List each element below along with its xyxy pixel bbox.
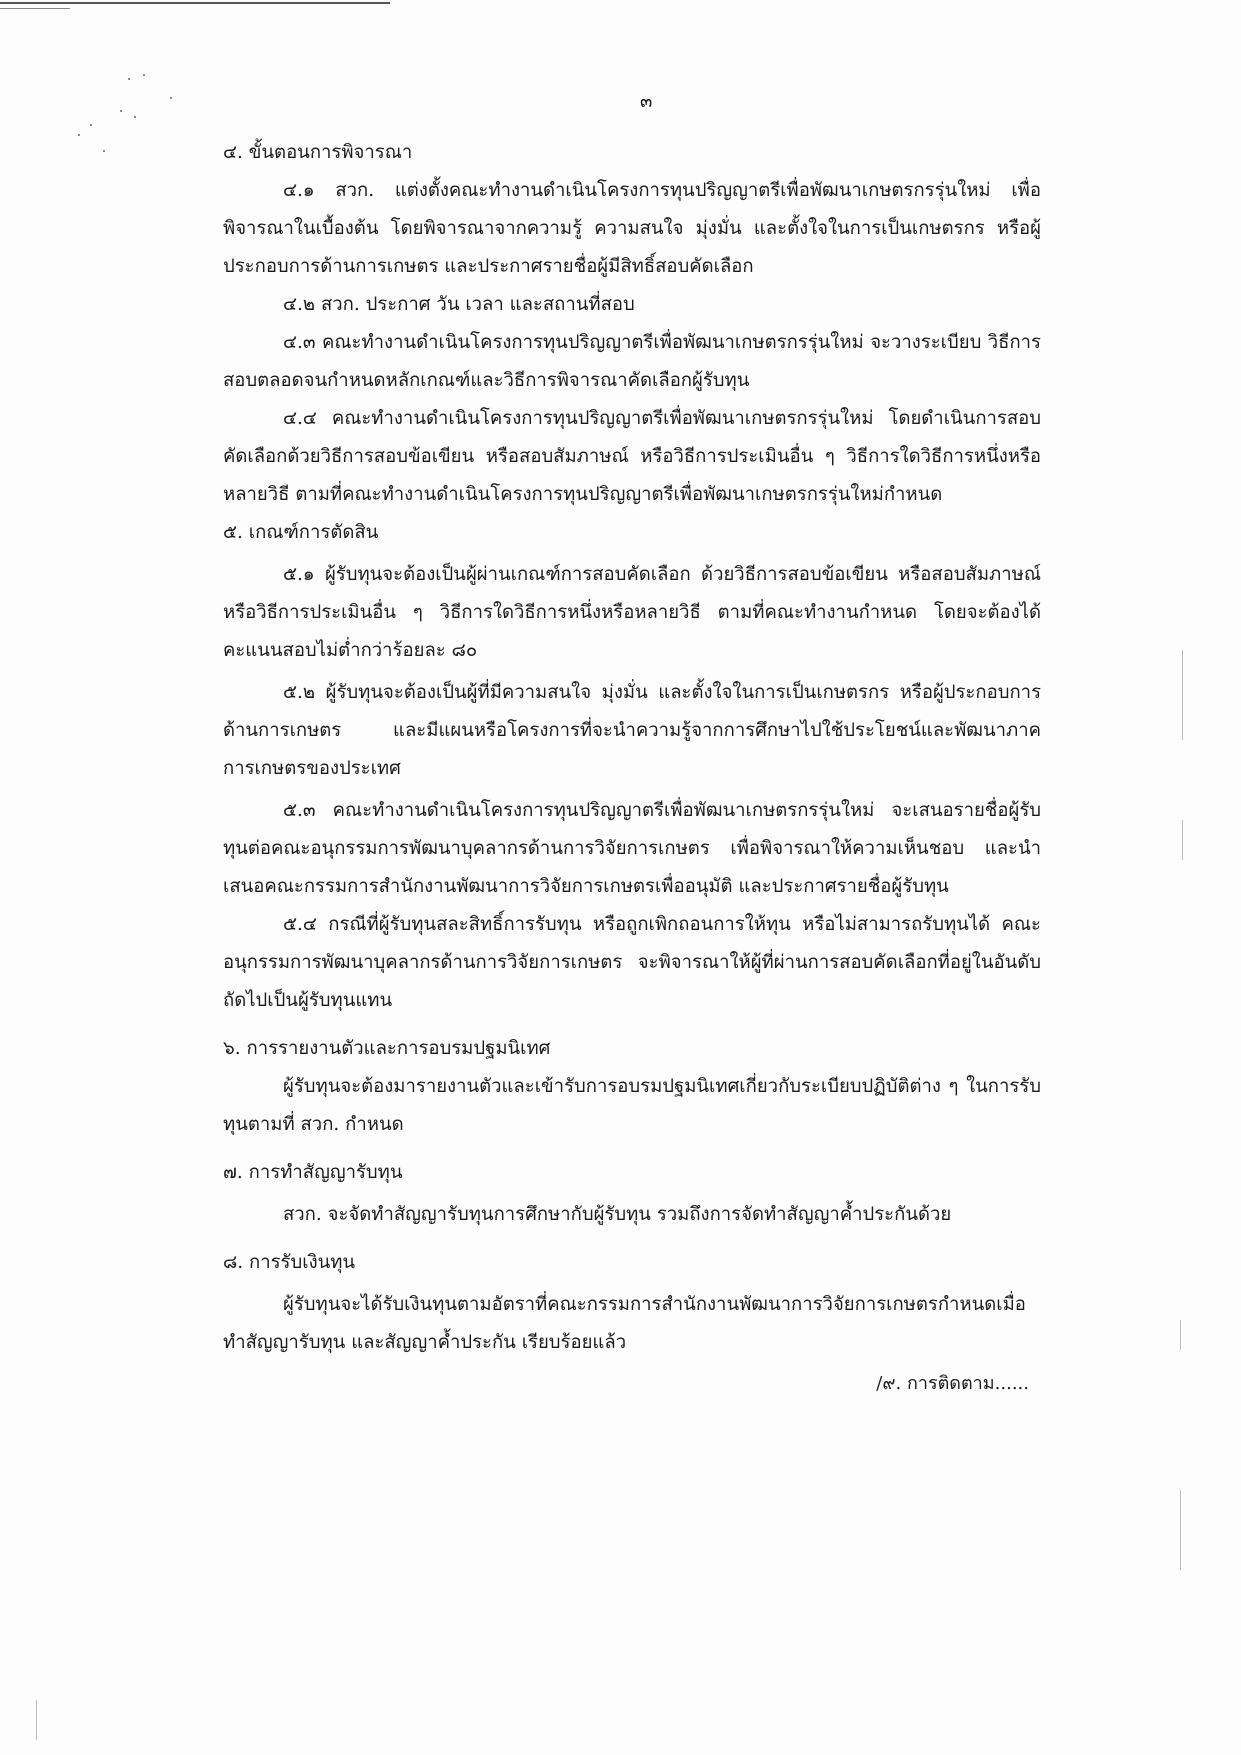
section-5-2-paragraph: ๕.๒ ผู้รับทุนจะต้องเป็นผู้ที่มีความสนใจ มุ่งมั่น และตั้งใจในการเป็นเกษตรกร หรือผู้ประกอบการด้านการเกษตร และมีแผนหรือโครงการที่จะนำความรู้จากการศึกษาไปใช้ประโยชน์และพัฒนาภาคการเกษตรของประเทศ bbox=[223, 682, 1041, 779]
scan-speck bbox=[128, 78, 130, 80]
section-5-heading: ๕. เกณฑ์การตัดสิน bbox=[223, 522, 379, 543]
scan-artifact-line bbox=[0, 8, 70, 9]
scan-edge-mark bbox=[36, 1700, 37, 1740]
section-5-3-paragraph: ๕.๓ คณะทำงานดำเนินโครงการทุนปริญญาตรีเพื่อพัฒนาเกษตรกรรุ่นใหม่ จะเสนอรายชื่อผู้รับทุนต่อคณะอนุกรรมการพัฒนาบุคลากรด้านการวิจัยการเกษตร เพื่อพิจารณาให้ความเห็นชอบ และนำเสนอคณะกรรมการสำนักงานพัฒนาการวิจัยการเกษตรเพื่ออนุมัติ และประกาศรายชื่อผู้รับทุน bbox=[223, 800, 1041, 897]
section-4-heading: ๔. ขั้นตอนการพิจารณา bbox=[223, 142, 413, 163]
scan-speck bbox=[78, 134, 80, 136]
scan-artifact-line bbox=[0, 2, 390, 4]
section-4-3-paragraph: ๔.๓ คณะทำงานดำเนินโครงการทุนปริญญาตรีเพื่อพัฒนาเกษตรกรรุ่นใหม่ จะวางระเบียบ วิธีการสอบตลอดจนกำหนดหลักเกณฑ์และวิธีการพิจารณาคัดเลือกผู้รับทุน bbox=[223, 332, 1041, 391]
scan-speck bbox=[120, 110, 122, 112]
scan-speck bbox=[143, 74, 145, 76]
scan-edge-mark bbox=[1182, 650, 1183, 740]
document-body bbox=[223, 134, 1041, 1362]
section-5-4-paragraph: ๕.๔ กรณีที่ผู้รับทุนสละสิทธิ์การรับทุน หรือถูกเพิกถอนการให้ทุน หรือไม่สามารถรับทุนได้ คณะอนุกรรมการพัฒนาบุคลากรด้านการวิจัยการเกษตร จะพิจารณาให้ผู้ที่ผ่านการสอบคัดเลือกที่อยู่ในอันดับถัดไปเป็นผู้รับทุนแทน bbox=[223, 914, 1041, 1011]
scan-edge-mark bbox=[1180, 1320, 1181, 1350]
section-6-heading: ๖. การรายงานตัวและการอบรมปฐมนิเทศ bbox=[223, 1038, 551, 1059]
scan-speck bbox=[170, 97, 172, 99]
section-5-1-paragraph: ๕.๑ ผู้รับทุนจะต้องเป็นผู้ผ่านเกณฑ์การสอบคัดเลือก ด้วยวิธีการสอบข้อเขียน หรือสอบสัมภาษณ์ หรือวิธีการประเมินอื่น ๆ วิธีการใดวิธีการหนึ่งหรือหลายวิธี ตามที่คณะทำงานกำหนด โดยจะต้องได้คะแนนสอบไม่ต่ำกว่าร้อยละ ๘๐ bbox=[223, 564, 1041, 661]
scan-edge-mark bbox=[1182, 820, 1183, 860]
section-7-heading: ๗. การทำสัญญารับทุน bbox=[223, 1162, 403, 1183]
next-page-marker: /๙. การติดตาม...... bbox=[876, 1373, 1029, 1394]
section-4-1-paragraph: ๔.๑ สวก. แต่งตั้งคณะทำงานดำเนินโครงการทุนปริญญาตรีเพื่อพัฒนาเกษตรกรรุ่นใหม่ เพื่อพิจารณาในเบื้องต้น โดยพิจารณาจากความรู้ ความสนใจ มุ่งมั่น และตั้งใจในการเป็นเกษตรกร หรือผู้ประกอบการด้านการเกษตร และประกาศรายชื่อผู้มีสิทธิ์สอบคัดเลือก bbox=[223, 180, 1041, 277]
section-7-paragraph: สวก. จะจัดทำสัญญารับทุนการศึกษากับผู้รับทุน รวมถึงการจัดทำสัญญาค้ำประกันด้วย bbox=[283, 1204, 952, 1225]
section-6-paragraph: ผู้รับทุนจะต้องมารายงานตัวและเข้ารับการอบรมปฐมนิเทศเกี่ยวกับระเบียบปฏิบัติต่าง ๆ ในการรับทุนตามที่ สวก. กำหนด bbox=[223, 1076, 1041, 1135]
scan-speck bbox=[103, 150, 105, 152]
section-8-heading: ๘. การรับเงินทุน bbox=[223, 1252, 356, 1273]
section-8-paragraph: ผู้รับทุนจะได้รับเงินทุนตามอัตราที่คณะกรรมการสำนักงานพัฒนาการวิจัยการเกษตรกำหนดเมื่อทำสัญญารับทุน และสัญญาค้ำประกัน เรียบร้อยแล้ว bbox=[223, 1294, 1026, 1353]
scan-speck bbox=[90, 124, 92, 126]
scan-speck bbox=[134, 116, 136, 118]
page-number: ๓ bbox=[640, 91, 653, 112]
section-4-2-paragraph: ๔.๒ สวก. ประกาศ วัน เวลา และสถานที่สอบ bbox=[283, 294, 635, 315]
section-4-4-paragraph: ๔.๔ คณะทำงานดำเนินโครงการทุนปริญญาตรีเพื่อพัฒนาเกษตรกรรุ่นใหม่ โดยดำเนินการสอบคัดเลือกด้วยวิธีการสอบข้อเขียน หรือสอบสัมภาษณ์ หรือวิธีการประเมินอื่น ๆ วิธีการใดวิธีการหนึ่งหรือหลายวิธี ตามที่คณะทำงานดำเนินโครงการทุนปริญญาตรีเพื่อพัฒนาเกษตรกรรุ่นใหม่กำหนด bbox=[223, 408, 1041, 505]
scan-edge-mark bbox=[1180, 1490, 1181, 1570]
